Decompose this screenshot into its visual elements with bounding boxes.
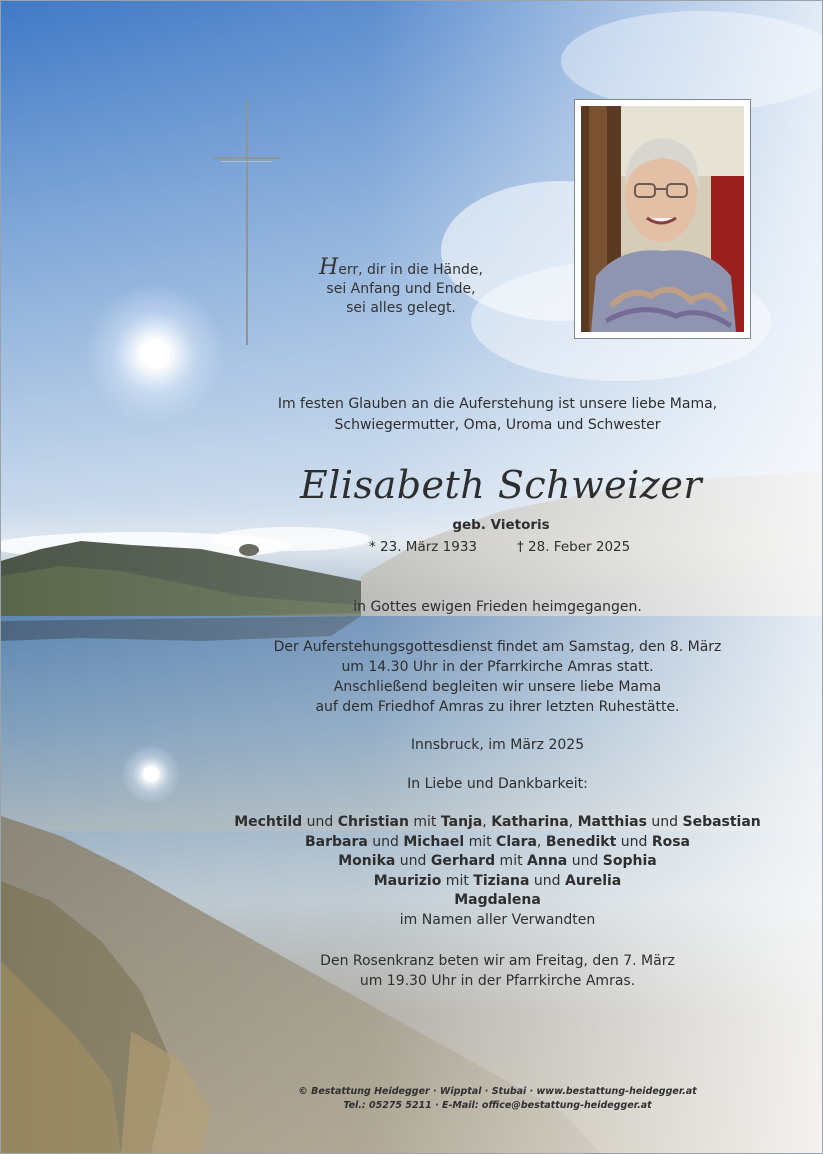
family-connector: und bbox=[646, 814, 683, 830]
family-row-2 bbox=[211, 833, 784, 853]
family-row-4 bbox=[211, 872, 784, 892]
family-row-3 bbox=[211, 852, 784, 872]
intro-line-2: Schwiegermutter, Oma, Uroma und Schwester bbox=[334, 417, 661, 433]
death-date: † 28. Feber 2025 bbox=[517, 539, 631, 555]
portrait-photo bbox=[581, 106, 744, 332]
service-line-3: Anschließend begleiten wir unsere liebe Mama bbox=[333, 679, 662, 695]
birth-date: * 23. März 1933 bbox=[369, 539, 478, 555]
service-line-1: Der Auferstehungsgottesdienst findet am Samstag, den 8. März bbox=[273, 639, 722, 655]
family-name: Michael bbox=[403, 833, 465, 850]
family-connector: und bbox=[529, 872, 565, 889]
family-name: Clara bbox=[496, 833, 537, 850]
verse-line-1 bbox=[301, 255, 501, 280]
service-line-4: auf dem Friedhof Amras zu ihrer letzten Ruhestätte. bbox=[315, 699, 680, 715]
rosary-line-2: um 19.30 Uhr in der Pfarrkirche Amras. bbox=[359, 973, 636, 989]
footer-line-2: Tel.: 05275 5211 · E-Mail: office@bestattung-heidegger.at bbox=[343, 1100, 652, 1111]
verse-line-1-text: err, dir in die Hände, bbox=[338, 262, 483, 278]
family-list bbox=[211, 813, 784, 931]
family-connector: und bbox=[567, 853, 603, 870]
place-date: Innsbruck, im März 2025 bbox=[410, 737, 585, 753]
rosary-announcement bbox=[231, 951, 764, 991]
family-row-1 bbox=[211, 813, 784, 833]
bible-verse bbox=[301, 255, 501, 318]
footer-line-1: © Bestattung Heidegger · Wipptal · Stubai · www.bestattung-heidegger.at bbox=[298, 1086, 697, 1097]
family-name: Anna bbox=[527, 853, 568, 870]
intro-text bbox=[221, 394, 774, 436]
family-name: Matthias bbox=[577, 814, 647, 830]
family-connector: mit bbox=[495, 853, 528, 870]
intro-line-1: Im festen Glauben an die Auferstehung ist unsere liebe Mama, bbox=[277, 396, 718, 412]
family-connector: und bbox=[395, 853, 431, 870]
family-name: Rosa bbox=[651, 833, 691, 850]
family-name: Magdalena bbox=[454, 892, 541, 909]
family-connector: mit bbox=[464, 833, 497, 850]
portrait-photo-frame bbox=[574, 99, 751, 339]
family-connector: und bbox=[616, 833, 652, 850]
cross-icon bbox=[246, 99, 248, 345]
family-name: Sophia bbox=[602, 853, 657, 870]
family-name: Tanja bbox=[440, 814, 483, 830]
family-name: Katharina bbox=[491, 814, 569, 830]
verse-initial: H bbox=[319, 255, 339, 280]
family-name: Barbara bbox=[304, 833, 368, 850]
verse-line-3: sei alles gelegt. bbox=[346, 300, 456, 316]
passing-text: in Gottes ewigen Frieden heimgegangen. bbox=[353, 599, 642, 615]
undertaker-footer bbox=[251, 1085, 744, 1113]
family-row-5 bbox=[211, 891, 784, 911]
birth-name: geb. Vietoris bbox=[452, 517, 550, 533]
family-connector: mit bbox=[441, 872, 474, 889]
cross-icon-bar bbox=[213, 157, 280, 159]
family-connector: und bbox=[367, 833, 404, 850]
cross-icon-bar-shadow bbox=[221, 161, 272, 162]
family-name: Monika bbox=[338, 853, 396, 870]
family-name: Mechtild bbox=[234, 814, 303, 830]
family-connector: mit bbox=[408, 814, 441, 830]
verse-line-2: sei Anfang und Ende, bbox=[326, 281, 476, 297]
deceased-name: Elisabeth Schweizer bbox=[300, 463, 702, 507]
family-connector: , bbox=[568, 814, 578, 830]
family-name: Sebastian bbox=[682, 814, 761, 830]
family-connector: und bbox=[302, 814, 338, 830]
service-announcement bbox=[231, 637, 764, 717]
family-name: Gerhard bbox=[430, 853, 496, 870]
family-name: Maurizio bbox=[373, 872, 442, 889]
parte-content bbox=[1, 1, 822, 1153]
family-connector: , bbox=[482, 814, 492, 830]
rosary-line-1: Den Rosenkranz beten wir am Freitag, den 7. März bbox=[320, 953, 675, 969]
service-line-2: um 14.30 Uhr in der Pfarrkirche Amras statt. bbox=[341, 659, 654, 675]
family-name: Aurelia bbox=[565, 872, 622, 889]
family-name: Christian bbox=[337, 814, 409, 830]
family-name: Tiziana bbox=[473, 872, 530, 889]
family-row-6: im Namen aller Verwandten bbox=[399, 911, 596, 928]
family-connector: , bbox=[536, 833, 546, 850]
family-name: Benedikt bbox=[545, 833, 617, 850]
closing-text: In Liebe und Dankbarkeit: bbox=[407, 776, 588, 792]
